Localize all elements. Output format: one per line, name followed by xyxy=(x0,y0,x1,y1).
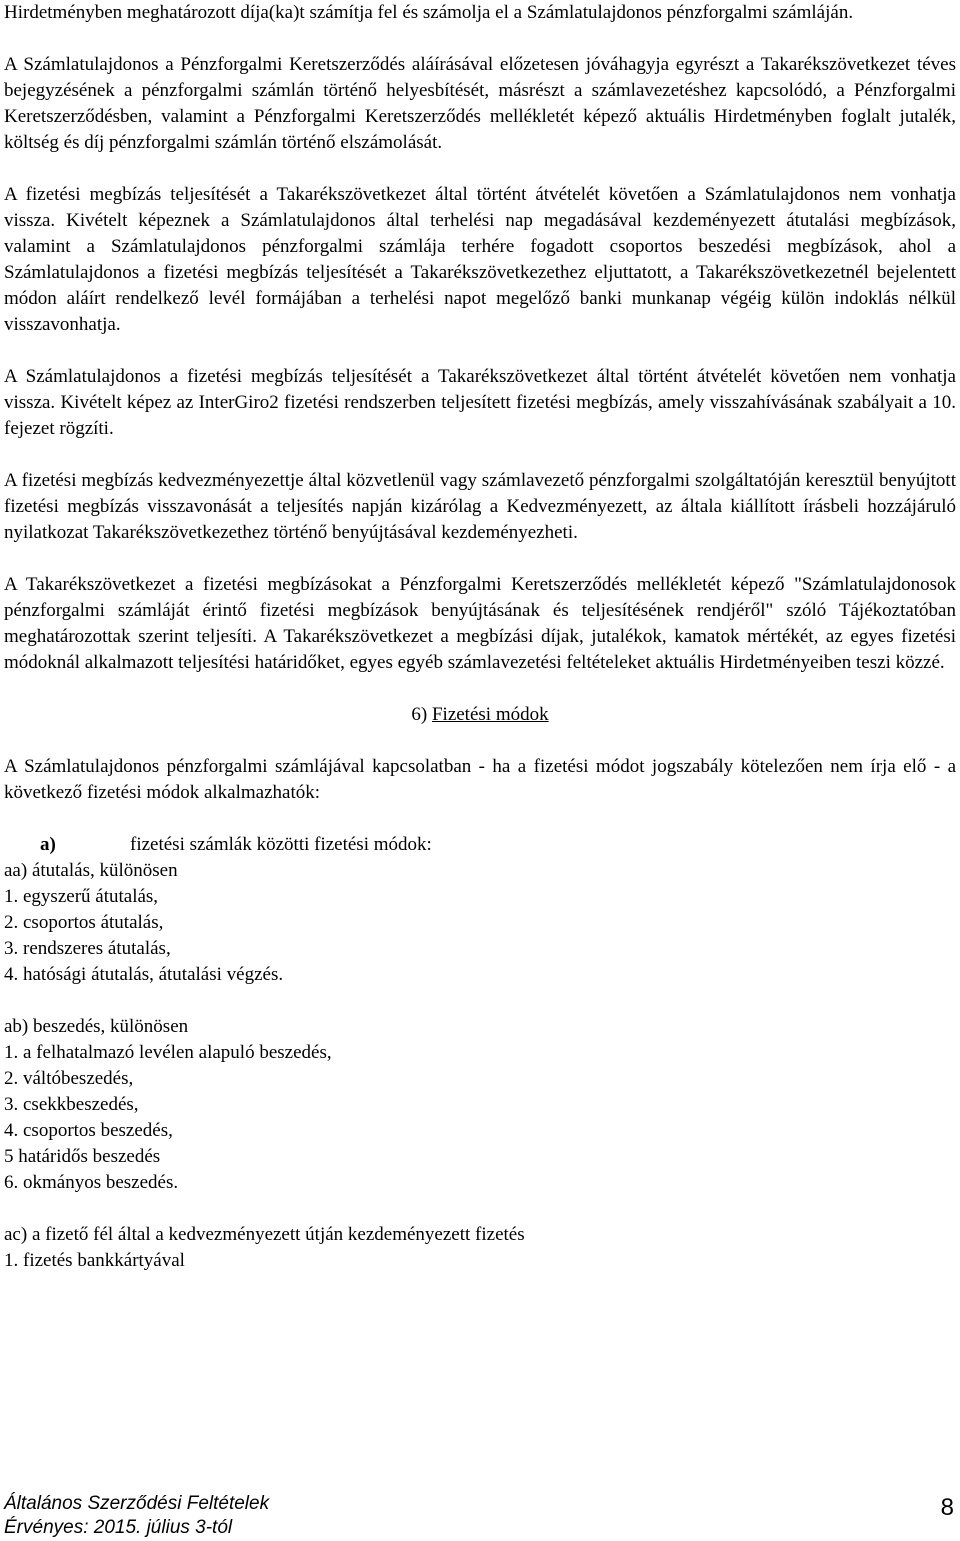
list-item: 5 határidős beszedés xyxy=(4,1146,161,1167)
group-aa-title: aa) átutalás, különösen xyxy=(4,860,178,881)
list-item: 6. okmányos beszedés. xyxy=(4,1172,179,1193)
subsection-a-label: a) xyxy=(40,834,56,855)
group-ac xyxy=(4,1222,956,1274)
list-item: 1. a felhatalmazó levélen alapuló beszedés, xyxy=(4,1042,332,1063)
list-item: 4. hatósági átutalás, átutalási végzés. xyxy=(4,964,284,985)
paragraph-4: A Számlatulajdonos a fizetési megbízás teljesítését a Takarékszövetkezet által történt átvételét követően nem vonhatja vissza. Kivételt képez az InterGiro2 fizetési rendszerben teljesített fizetési megbízás, amely visszahívásának szabályait a 10. fejezet rögzíti. xyxy=(4,366,956,439)
document-page xyxy=(4,0,956,1274)
list-item: 1. egyszerű átutalás, xyxy=(4,886,159,907)
paragraph-2: A Számlatulajdonos a Pénzforgalmi Keretszerződés aláírásával előzetesen jóváhagyja egyrészt a Takarékszövetkezet téves bejegyzésének a pénzforgalmi számlán történő helyesbítését, másrészt a számlavezetéshez kapcsolódó, a Pénzforgalmi Keretszerződésben, valamint a Pénzforgalmi Keretszerződés mellékletét képező aktuális Hirdetményben foglalt jutalék, költség és díj pénzforgalmi számlán történő elszámolását. xyxy=(4,54,956,153)
paragraph-5: A fizetési megbízás kedvezményezettje által közvetlenül vagy számlavezető pénzforgalmi szolgáltatóján keresztül benyújtott fizetési megbízás visszavonását a teljesítés napján kizárólag a Kedvezményezett, az általa kiállított írásbeli hozzájáruló nyilatkozat Takarékszövetkezethez történő benyújtásával kezdeményezheti. xyxy=(4,470,956,543)
list-item: 2. csoportos átutalás, xyxy=(4,912,164,933)
footer-validity: Érvényes: 2015. július 3-tól xyxy=(4,1517,233,1538)
paragraph-6: A Takarékszövetkezet a fizetési megbízásokat a Pénzforgalmi Keretszerződés mellékletét képező "Számlatulajdonosok pénzforgalmi számláját érintő fizetési megbízások benyújtásának és teljesítésének rendjéről" szóló Tájékoztatóban meghatározottak szerint teljesíti. A Takarékszövetkezet a megbízási díjak, jutalékok, kamatok mértékét, az egyes fizetési módoknál alkalmazott teljesítési határidőket, egyes egyéb számlavezetési feltételeket aktuális Hirdetményeiben teszi közzé. xyxy=(4,574,956,673)
section-number: 6) xyxy=(411,704,428,725)
subsection-a-text: fizetési számlák közötti fizetési módok: xyxy=(130,834,432,855)
paragraph-1: Hirdetményben meghatározott díja(ka)t számítja fel és számolja el a Számlatulajdonos pénzforgalmi számláján. xyxy=(4,2,854,23)
page-footer xyxy=(4,1492,269,1540)
section-intro: A Számlatulajdonos pénzforgalmi számlájával kapcsolatban - ha a fizetési módot jogszabály kötelezően nem írja elő - a következő fizetési módok alkalmazhatók: xyxy=(4,756,956,803)
subsection-a xyxy=(4,832,956,858)
footer-title: Általános Szerződési Feltételek xyxy=(4,1493,270,1514)
section-heading xyxy=(4,702,956,728)
section-title: Fizetési módok xyxy=(431,704,549,725)
group-ac-title: ac) a fizető fél által a kedvezményezett útján kezdeményezett fizetés xyxy=(4,1224,525,1245)
paragraph-3: A fizetési megbízás teljesítését a Takarékszövetkezet által történt átvételét követően a Számlatulajdonos nem vonhatja vissza. Kivételt képeznek a Számlatulajdonos által terhelési nap megadásával kezdeményezett átutalási megbízások, valamint a Számlatulajdonos pénzforgalmi számlája terhére fogadott csoportos beszedési megbízások, ahol a Számlatulajdonos a fizetési megbízás teljesítését a Takarékszövetkezethez eljuttatott, a Takarékszövetkezetnél bejelentett módon aláírt rendelkező levél formájában a terhelési napot megelőző banki munkanap végéig külön indoklás nélkül visszavonhatja. xyxy=(4,184,956,335)
list-item: 1. fizetés bankkártyával xyxy=(4,1250,185,1271)
group-ab-title: ab) beszedés, különösen xyxy=(4,1016,189,1037)
group-aa xyxy=(4,858,956,988)
list-item: 4. csoportos beszedés, xyxy=(4,1120,173,1141)
page-number: 8 xyxy=(940,1494,954,1521)
group-ab xyxy=(4,1014,956,1196)
list-item: 3. rendszeres átutalás, xyxy=(4,938,171,959)
list-item: 3. csekkbeszedés, xyxy=(4,1094,139,1115)
list-item: 2. váltóbeszedés, xyxy=(4,1068,134,1089)
